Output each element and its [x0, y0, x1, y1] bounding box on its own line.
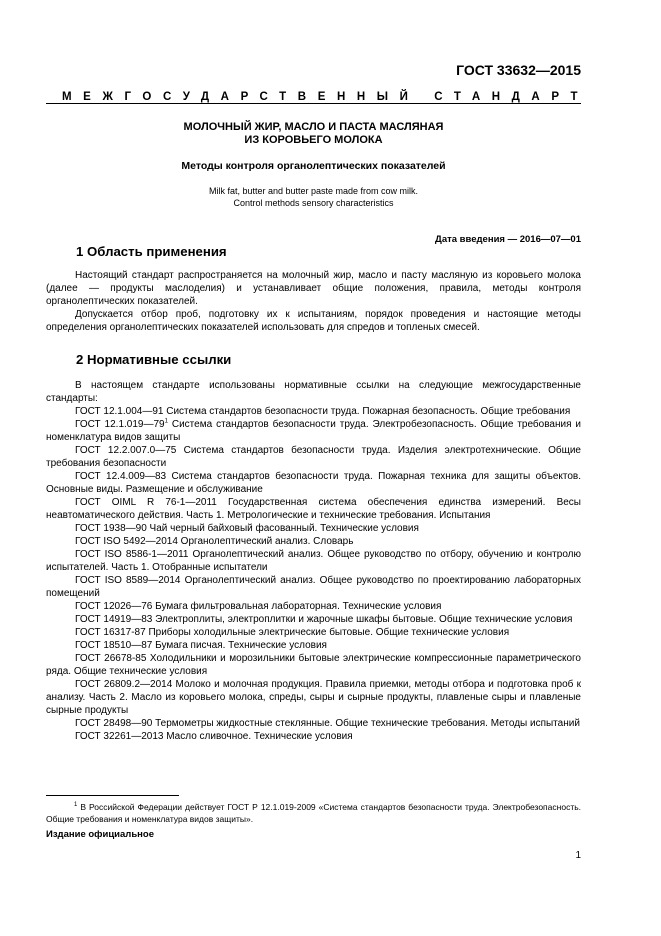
section-1-paragraph: Допускается отбор проб, подготовку их к испытаниям, порядок проведения и настоящие методы определения органолептических показателей использовать для спредов и топленых смесей. — [46, 309, 581, 333]
reference-item: ГОСТ 12.1.004—91 Система стандартов безопасности труда. Пожарная безопасность. Общие требования — [75, 406, 571, 417]
footnote — [46, 802, 581, 825]
section-2-body — [46, 379, 581, 743]
document-subtitle: Методы контроля органолептических показателей — [181, 160, 446, 172]
reference-item: ГОСТ 28498—90 Термометры жидкостные стеклянные. Общие технические требования. Методы испытаний — [75, 718, 580, 729]
section-2-intro: В настоящем стандарте использованы нормативные ссылки на следующие межгосударственные стандарты: — [46, 380, 581, 404]
document-title — [46, 121, 581, 147]
reference-item: ГОСТ 26809.2—2014 Молоко и молочная продукция. Правила приемки, методы отбора и подготовка проб к анализу. Часть 2. Масло из коровьего молока, спреды, сыры и сырные продукты, плавленые сыры и плавленые сырные продукты — [46, 679, 581, 716]
reference-item: ГОСТ 1938—90 Чай черный байховый фасованный. Технические условия — [75, 523, 419, 534]
interstate-standard-banner: МЕЖГОСУДАРСТВЕННЫЙ СТАНДАРТ — [62, 91, 590, 103]
reference-item: ГОСТ 12.4.009—83 Система стандартов безопасности труда. Пожарная техника для защиты объектов. Основные виды. Размещение и обслуживание — [46, 471, 581, 495]
reference-code: ГОСТ 12.1.019—79 — [75, 419, 165, 430]
footnote-number: 1 — [74, 802, 78, 809]
reference-item: ГОСТ 18510—87 Бумага писчая. Технические условия — [75, 640, 327, 651]
reference-item: ГОСТ ISO 5492—2014 Органолептический анализ. Словарь — [75, 536, 354, 547]
english-title-line-2: Control methods sensory characteristics — [233, 198, 394, 208]
reference-item: ГОСТ ISO 8589—2014 Органолептический анализ. Общее руководство по проектированию лабораторных помещений — [46, 575, 581, 599]
footnote-mark[interactable]: 1 — [164, 418, 168, 425]
reference-item: ГОСТ 32261—2013 Масло сливочное. Технические условия — [75, 731, 353, 742]
footnote-text — [46, 802, 581, 825]
footnote-body: В Российской Федерации действует ГОСТ Р 12.1.019-2009 «Система стандартов безопасности труда. Электробезопасность. Общие требования и номенклатура видов защиты». — [46, 802, 581, 824]
title-line-2: ИЗ КОРОВЬЕГО МОЛОКА — [244, 134, 383, 146]
reference-item: ГОСТ 26678-85 Холодильники и морозильники бытовые электрические компрессионные параметрического ряда. Общие технические условия — [46, 653, 581, 677]
section-2-heading: 2 Нормативные ссылки — [76, 352, 232, 367]
reference-item: ГОСТ OIML R 76-1—2011 Государственная система обеспечения единства измерений. Весы неавтоматического действия. Часть 1. Метрологические и технические требования. Испытания — [46, 497, 581, 521]
document-number: ГОСТ 33632—2015 — [456, 62, 581, 78]
footnote-rule — [46, 795, 179, 796]
english-title-line-1: Milk fat, butter and butter paste made from cow milk. — [208, 186, 419, 196]
section-1-body — [46, 269, 581, 334]
reference-item: ГОСТ 16317-87 Приборы холодильные электрические бытовые. Общие технические условия — [75, 627, 510, 638]
english-title — [46, 185, 581, 209]
section-1-paragraph: Настоящий стандарт распространяется на молочный жир, масло и пасту масляную из коровьего молока (далее — продукты маслоделия) и устанавливает общие положения, правила, методы контроля органолептических показателей. — [46, 270, 581, 307]
reference-item — [46, 418, 581, 444]
title-line-1: МОЛОЧНЫЙ ЖИР, МАСЛО И ПАСТА МАСЛЯНАЯ — [183, 121, 444, 133]
reference-item: ГОСТ 14919—83 Электроплиты, электроплитки и жарочные шкафы бытовые. Общие технические условия — [75, 614, 573, 625]
reference-title: Система стандартов безопасности труда. Электробезопасность. Общие требования и номенклатура видов защиты — [46, 419, 581, 443]
reference-item: ГОСТ 12.2.007.0—75 Система стандартов безопасности труда. Изделия электротехнические. Общие требования безопасности — [46, 445, 581, 469]
reference-item: ГОСТ 12026—76 Бумага фильтровальная лабораторная. Технические условия — [75, 601, 442, 612]
introduction-date: Дата введения — 2016—07—01 — [435, 234, 581, 245]
section-1-heading: 1 Область применения — [76, 244, 227, 259]
official-edition-label: Издание официальное — [46, 829, 154, 840]
page-number: 1 — [575, 850, 581, 861]
reference-item: ГОСТ ISO 8586-1—2011 Органолептический анализ. Общее руководство по отбору, обучению и контролю испытателей. Часть 1. Отобранные испытатели — [46, 549, 581, 573]
header-rule — [46, 103, 581, 104]
